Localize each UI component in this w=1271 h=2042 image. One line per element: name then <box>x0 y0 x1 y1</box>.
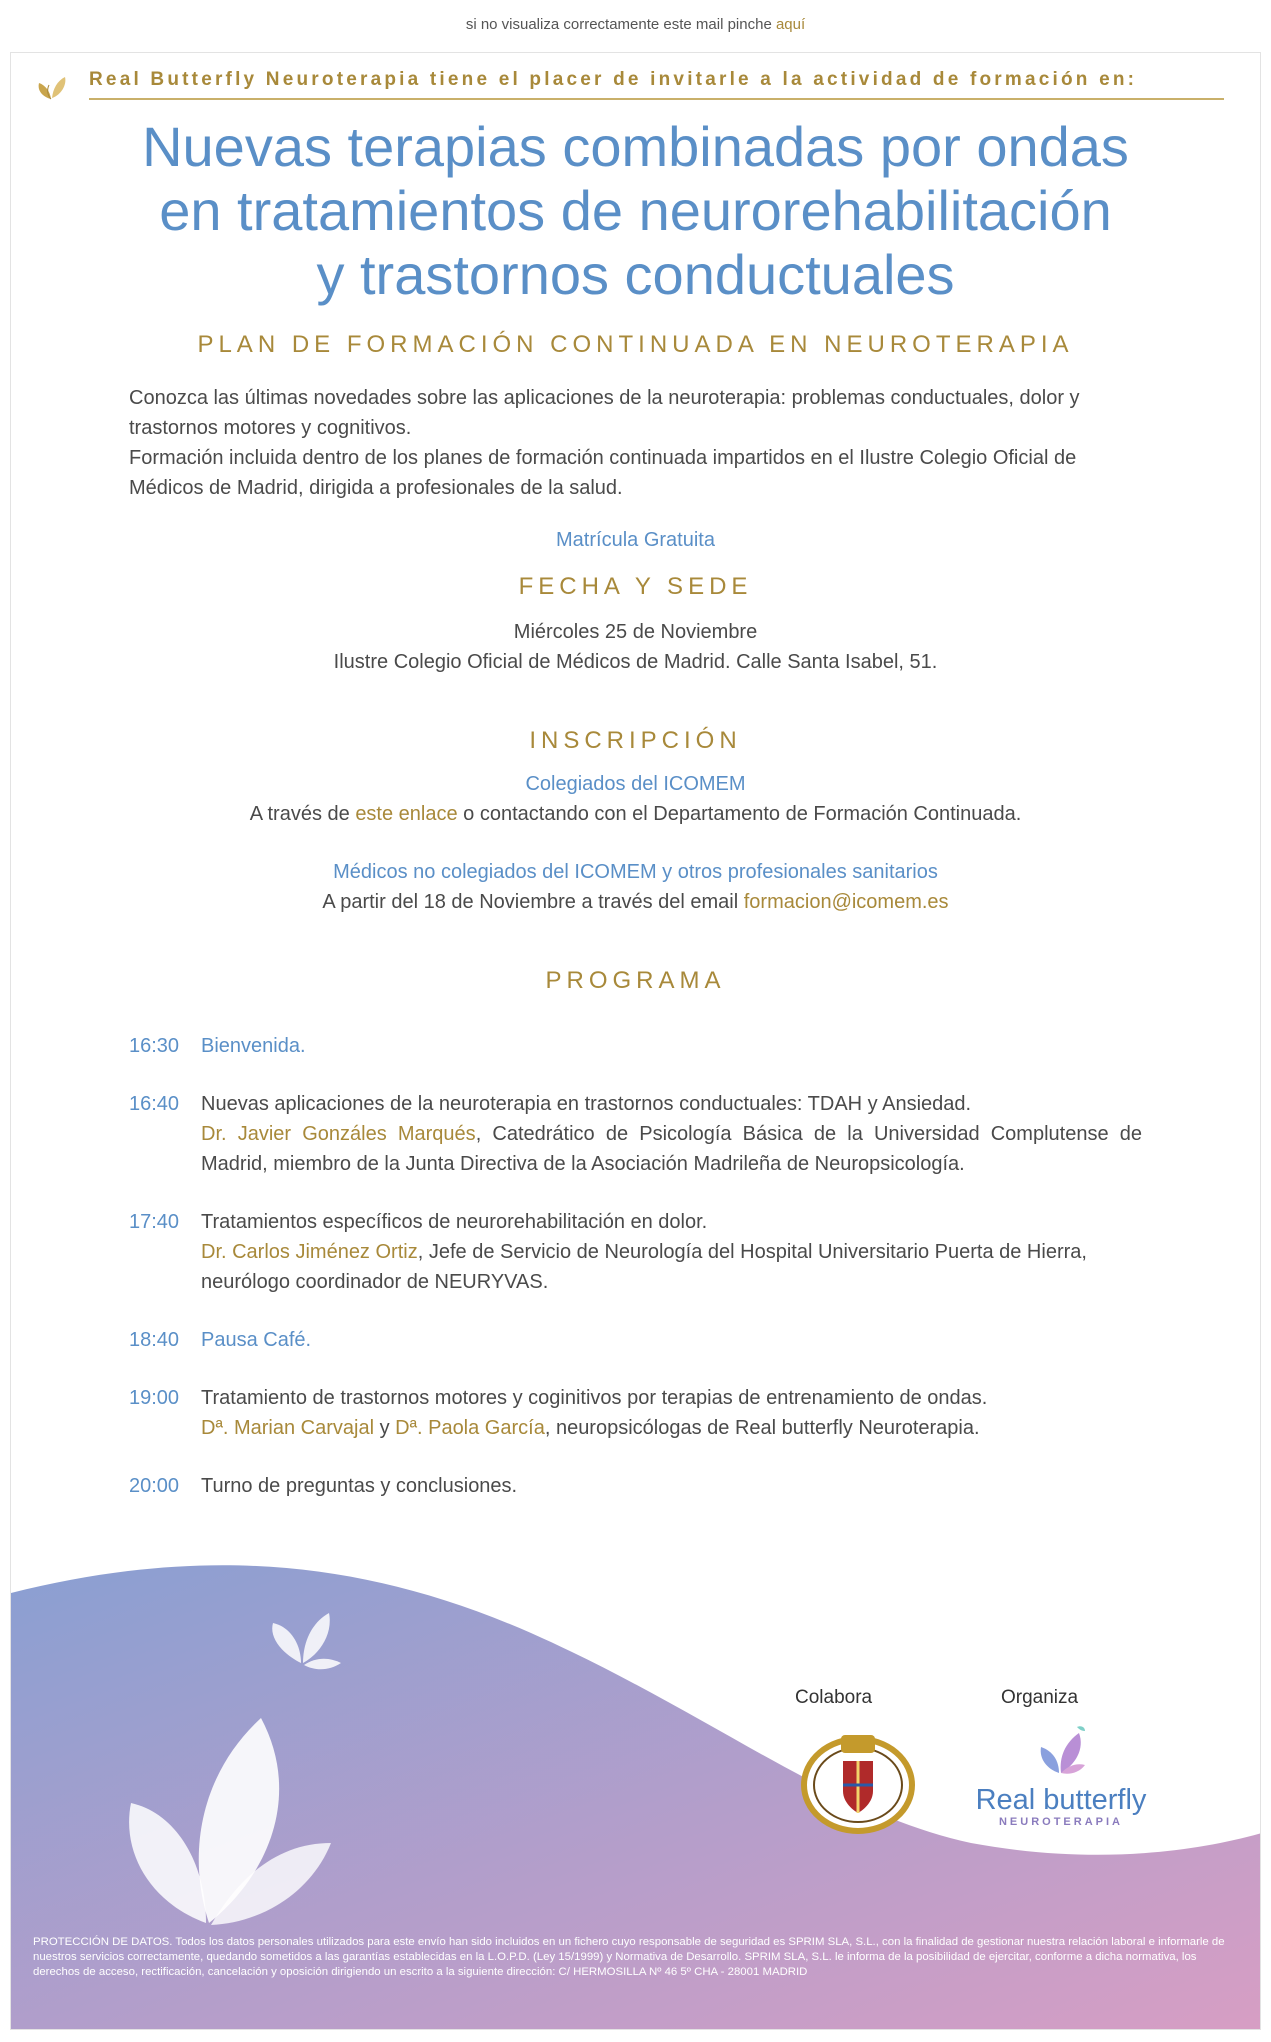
fecha-block <box>11 617 1260 677</box>
program-item <box>129 1207 1142 1297</box>
speaker-desc: , Jefe de Servicio de Neurología del Hospital Universitario Puerta de Hierra, neurólogo coordinador de NEURYVAS. <box>201 1241 1087 1293</box>
inscripcion-heading: INSCRIPCIÓN <box>529 727 742 754</box>
group2-pre: A partir del 18 de Noviembre a través del email <box>322 891 739 913</box>
invite-text: Real Butterfly Neuroterapia tiene el placer de invitarle a la actividad de formación en: <box>89 69 1138 90</box>
view-online-note <box>0 16 1271 33</box>
program-title: Bienvenida. <box>201 1035 306 1057</box>
speaker-name: Dr. Javier Gonzáles Marqués <box>201 1123 476 1145</box>
group1-title: Colegiados del ICOMEM <box>525 773 746 795</box>
event-date: Miércoles 25 de Noviembre <box>513 621 758 643</box>
invite-divider <box>89 98 1224 100</box>
organiza-label: Organiza <box>1001 1687 1079 1708</box>
program-title: Turno de preguntas y conclusiones. <box>201 1475 518 1497</box>
program-item <box>129 1089 1142 1179</box>
intro-paragraph-1: Conozca las últimas novedades sobre las aplicaciones de la neuroterapia: problemas conductuales, dolor y trastornos motores y cognitivos. <box>129 387 1080 439</box>
program-speaker-line <box>201 1119 1142 1179</box>
invite-header <box>11 61 1260 111</box>
group2-title: Médicos no colegiados del ICOMEM y otros profesionales sanitarios <box>333 861 938 883</box>
subtitle: PLAN DE FORMACIÓN CONTINUADA EN NEUROTERAPIA <box>197 331 1074 358</box>
logo-butterfly-icon <box>1029 1721 1093 1777</box>
fecha-heading: FECHA Y SEDE <box>518 573 753 600</box>
matricula-label: Matrícula Gratuita <box>556 529 715 551</box>
icomem-seal-icon <box>799 1725 917 1837</box>
group1-text <box>11 799 1260 829</box>
program-speaker-line <box>201 1237 1142 1297</box>
program-item <box>129 1325 1142 1355</box>
title-line-1: Nuevas terapias combinadas por ondas <box>142 115 1129 178</box>
program-time: 18:40 <box>129 1329 180 1351</box>
program-item <box>129 1383 1142 1443</box>
email-link[interactable]: formacion@icomem.es <box>743 891 949 913</box>
speaker-name: Dr. Carlos Jiménez Ortiz <box>201 1241 418 1263</box>
group1-post: o contactando con el Departamento de Formación Continuada. <box>463 803 1022 825</box>
logo-name: Real butterfly <box>975 1784 1147 1816</box>
view-online-link[interactable]: aquí <box>775 16 806 33</box>
intro-text <box>129 383 1142 503</box>
speaker-desc: , neuropsicólogas de Real butterfly Neuroterapia. <box>544 1417 980 1439</box>
logo-subtitle: NEUROTERAPIA <box>998 1816 1123 1828</box>
program-speaker-line <box>201 1413 1142 1443</box>
program-title: Nuevas aplicaciones de la neuroterapia en trastornos conductuales: TDAH y Ansiedad. <box>201 1093 972 1115</box>
programa-heading: PROGRAMA <box>545 967 726 994</box>
group2-text <box>11 887 1260 917</box>
program-title: Tratamiento de trastornos motores y coginitivos por terapias de entrenamiento de ondas. <box>201 1387 988 1409</box>
inscripcion-group-2 <box>11 857 1260 917</box>
group1-pre: A través de <box>249 803 350 825</box>
program-title: Pausa Café. <box>201 1329 312 1351</box>
program-item <box>129 1471 1142 1501</box>
title-line-3: y trastornos conductuales <box>316 243 955 306</box>
email-card <box>10 52 1261 2030</box>
page-title <box>51 115 1220 307</box>
intro-paragraph-2: Formación incluida dentro de los planes de formación continuada impartidos en el Ilustre Colegio Oficial de Médicos de Madrid, dirigida a profesionales de la salud. <box>129 447 1077 499</box>
speaker-and: y <box>374 1417 396 1439</box>
program-item <box>129 1031 1142 1061</box>
title-line-2: en tratamientos de neurorehabilitación <box>159 179 1112 242</box>
program-time: 16:30 <box>129 1035 180 1057</box>
inscripcion-group-1 <box>11 769 1260 829</box>
program-title: Tratamientos específicos de neurorehabilitación en dolor. <box>201 1211 708 1233</box>
speaker-desc: , Catedrático de Psicología Básica de la Universidad Complutense de Madrid, miembro de la Junta Directiva de la Asociación Madrileña de Neuropsicología. <box>201 1123 1142 1175</box>
program-list <box>129 1031 1142 1529</box>
view-online-text: si no visualiza correctamente este mail pinche <box>465 16 772 33</box>
registration-link[interactable]: este enlace <box>355 803 458 825</box>
speaker-name: Dª. Marian Carvajal <box>201 1417 375 1439</box>
program-time: 16:40 <box>129 1093 180 1115</box>
organizer-logo <box>966 1721 1156 1828</box>
program-time: 20:00 <box>129 1475 180 1497</box>
colabora-label: Colabora <box>795 1687 873 1708</box>
program-time: 19:00 <box>129 1387 180 1409</box>
program-time: 17:40 <box>129 1211 180 1233</box>
butterfly-icon <box>35 71 69 101</box>
event-venue: Ilustre Colegio Oficial de Médicos de Madrid. Calle Santa Isabel, 51. <box>333 651 938 673</box>
speaker-name-2: Dª. Paola García <box>395 1417 545 1439</box>
legal-notice: PROTECCIÓN DE DATOS. Todos los datos personales utilizados para este envío han sido incluidos en un fichero cuyo responsable de seguridad es SPRIM SLA, S.L., con la finalidad de gestionar nuestra relación laboral e informarle de nuestros servicios correctamente, quedando sometidos a las garantías establecidas en la L.O.P.D. (Ley 15/1999) y Normativa de Desarrollo. SPRIM SLA, S.L. le informa de la posibilidad de ejercitar, conforme a dicha normativa, los derechos de acceso, rectificación, cancelación y oposición dirigiendo un escrito a la siguiente dirección: C/ HERMOSILLA Nº 46 5º CHA - 28001 MADRID <box>33 1936 1225 1978</box>
